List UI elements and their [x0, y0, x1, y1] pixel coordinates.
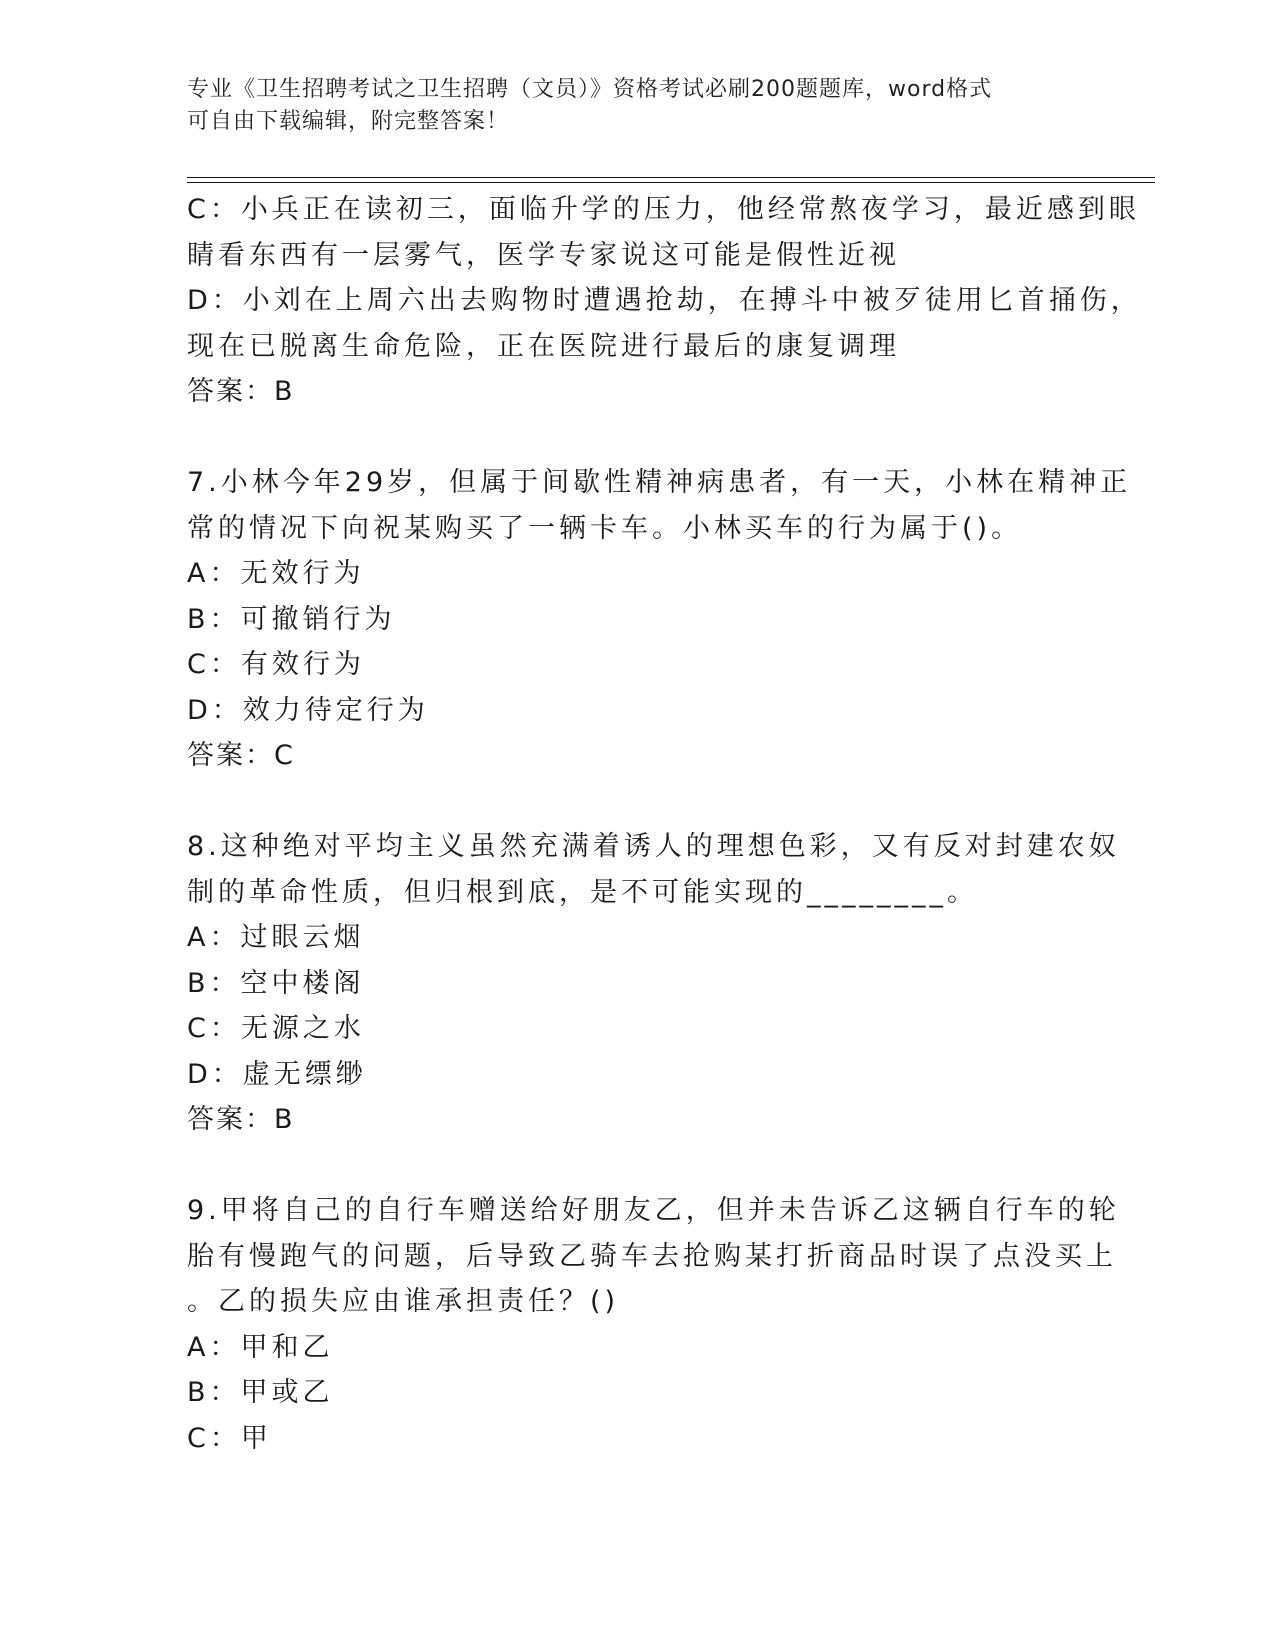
option-b: B：可撤销行为 — [187, 603, 396, 635]
option-a: A：过眼云烟 — [187, 922, 365, 953]
option-d-line: 现在已脱离生命危险，正在医院进行最后的康复调理 — [187, 330, 900, 362]
option-c: C：有效行为 — [187, 649, 365, 680]
option-d: D：效力待定行为 — [187, 694, 429, 726]
page-header — [187, 74, 1067, 138]
spacer — [187, 1143, 1087, 1189]
document-body — [187, 187, 1142, 1461]
option-a: A：甲和乙 — [187, 1331, 334, 1363]
option-d: D：虚无缥缈 — [187, 1058, 367, 1090]
option-b: B：甲或乙 — [187, 1377, 334, 1408]
option-d-line: D：小刘在上周六出去购物时遭遇抢劫，在搏斗中被歹徒用匕首捅伤， — [187, 285, 1142, 316]
answer-line: 答案：B — [187, 376, 295, 407]
option-c-line: 睛看东西有一层雾气，医学专家说这可能是假性近视 — [187, 239, 900, 271]
header-divider-top — [187, 177, 1155, 178]
question-stem-line: 常的情况下向祝某购买了一辆卡车。小林买车的行为属于()。 — [187, 512, 1023, 544]
option-c: C：无源之水 — [187, 1013, 365, 1044]
option-a: A：无效行为 — [187, 558, 365, 589]
spacer — [187, 779, 1087, 825]
question-9 — [187, 1188, 1120, 1461]
question-stem-line: 胎有慢跑气的问题，后导致乙骑车去抢购某打折商品时误了点没买上 — [187, 1240, 1117, 1272]
question-stem-line: 7.小林今年29岁，但属于间歇性精神病患者，有一天，小林在精神正 — [187, 467, 1132, 498]
answer-line: 答案：C — [187, 740, 295, 771]
question-6-continued — [187, 187, 1142, 415]
header-line-1: 专业《卫生招聘考试之卫生招聘（文员）》资格考试必刷200题题库，word格式 — [187, 77, 993, 102]
option-b: B：空中楼阁 — [187, 967, 365, 999]
question-8 — [187, 824, 1120, 1143]
question-7 — [187, 460, 1132, 779]
header-divider-bottom — [187, 182, 1155, 183]
question-stem-line: 8.这种绝对平均主义虽然充满着诱人的理想色彩，又有反对封建农奴 — [187, 831, 1120, 862]
question-stem-line: 制的革命性质，但归根到底，是不可能实现的________。 — [187, 876, 978, 908]
question-stem-line: 9.甲将自己的自行车赠送给好朋友乙，但并未告诉乙这辆自行车的轮 — [187, 1195, 1120, 1226]
option-c: C：甲 — [187, 1422, 272, 1454]
header-line-2: 可自由下载编辑，附完整答案！ — [187, 109, 510, 134]
answer-line: 答案：B — [187, 1104, 295, 1135]
spacer — [187, 415, 1087, 461]
option-c-line: C：小兵正在读初三，面临升学的压力，他经常熬夜学习，最近感到眼 — [187, 194, 1140, 225]
question-stem-line: 。乙的损失应由谁承担责任？() — [187, 1286, 620, 1317]
